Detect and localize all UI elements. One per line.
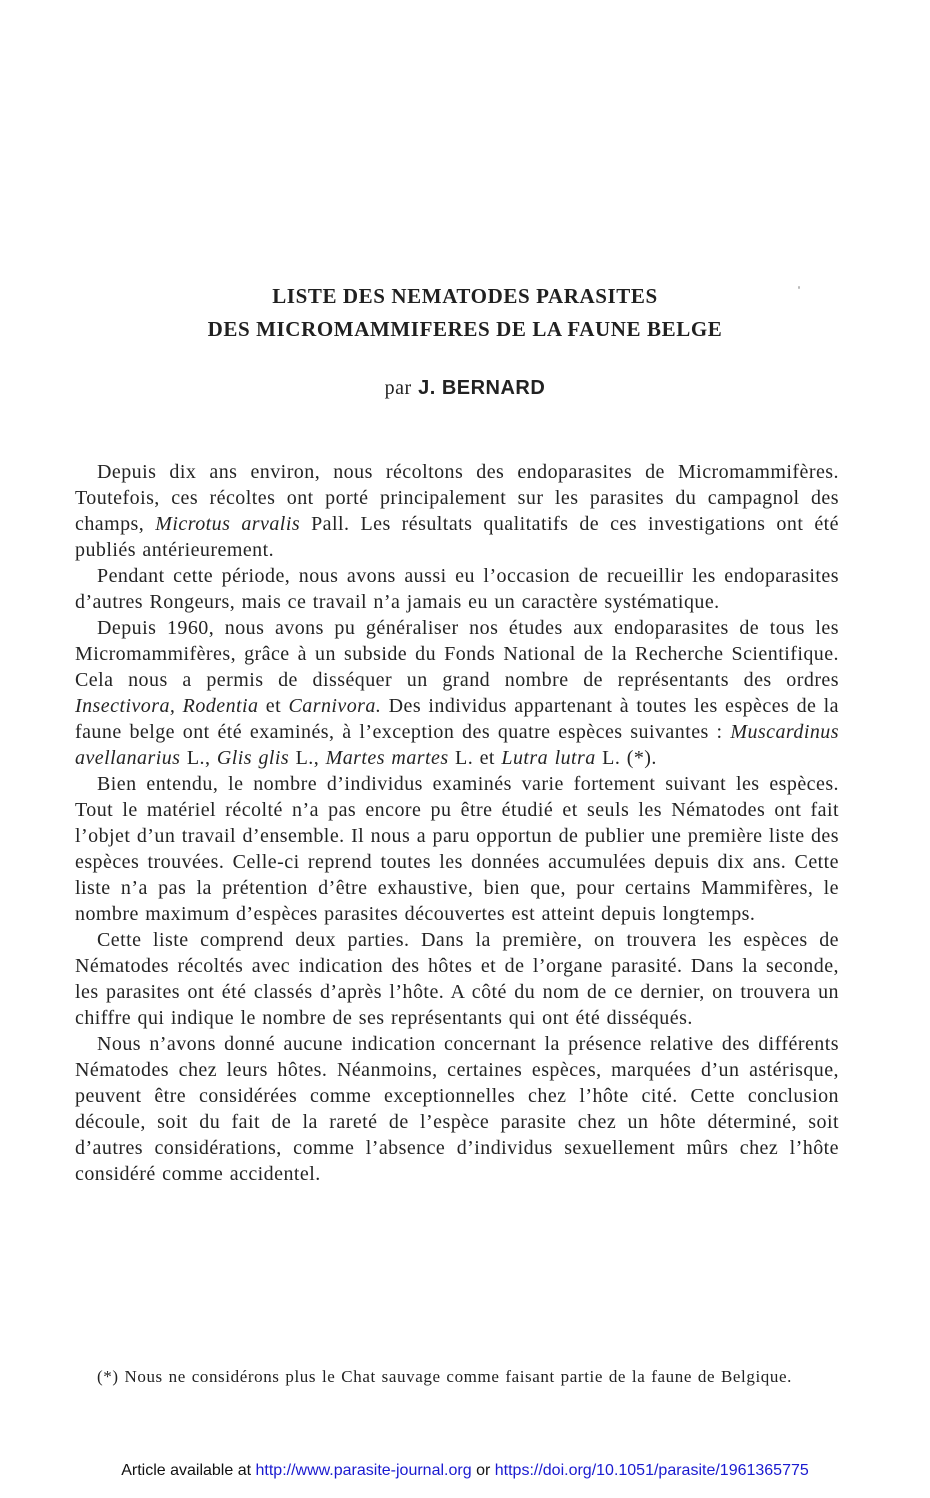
text-run: Pall. Les résultats qualitatifs de ces investigations ont été publiés antérieurement. bbox=[75, 513, 840, 561]
paragraph bbox=[75, 615, 839, 771]
author-line bbox=[0, 375, 930, 400]
italic-run: Muscardinus avellanarius bbox=[75, 721, 839, 769]
text-run: Nous n’avons donné aucune indication concernant la présence relative des différents Nématodes chez leurs hôtes. Néanmoins, certaines espèces, marquées d’un astérisque, peuvent être considérées comme exceptionnelles chez l’hôte cité. Cette conclusion découle, soit du fait de la rareté de l’espèce parasite chez un hôte déterminé, soit d’autres considérations, comme l’absence d’individus sexuellement mûrs chez l’hôte considéré comme accidentel. bbox=[75, 1033, 839, 1185]
italic-run: Glis glis bbox=[216, 747, 290, 769]
italic-run: Microtus arvalis bbox=[155, 513, 301, 535]
footer-prefix: Article available at bbox=[121, 1462, 252, 1479]
title-line-1: LISTE DES NEMATODES PARASITES bbox=[272, 284, 658, 308]
italic-run: Lutra lutra bbox=[501, 747, 596, 769]
text-run: Bien entendu, le nombre d’individus examinés varie fortement suivant les espèces. Tout le matériel récolté n’a pas encore pu être étudié et seuls les Nématodes ont fait l’objet d’un travail d’ensemble. Il nous a paru opportun de publier une première liste des espèces trouvées. Celle-ci reprend toutes les données accumulées depuis dix ans. Cette liste n’a pas la prétention d’être exhaustive, bien que, pour certains Mammifères, le nombre maximum d’espèces parasites découvertes est atteint depuis longtemps. bbox=[75, 773, 839, 925]
text-run: Pendant cette période, nous avons aussi eu l’occasion de recueillir les endoparasites d’autres Rongeurs, mais ce travail n’a jamais eu un caractère systématique. bbox=[75, 565, 839, 613]
text-run: L., bbox=[180, 747, 217, 769]
footnote: (*) Nous ne considérons plus le Chat sauvage comme faisant partie de la faune de Belgique. bbox=[97, 1367, 792, 1386]
journal-link[interactable]: http://www.parasite-journal.org bbox=[255, 1462, 472, 1479]
text-run: Cette liste comprend deux parties. Dans la première, on trouvera les espèces de Nématodes récoltés avec indication des hôtes et de l’organe parasité. Dans la seconde, les parasites ont été classés d’après l’hôte. A côté du nom de ce dernier, on trouvera un chiffre qui indique le nombre de ses représentants qui ont été disséqués. bbox=[75, 929, 839, 1029]
author-prefix: par bbox=[384, 377, 412, 399]
title-line-2: DES MICROMAMMIFERES DE LA FAUNE BELGE bbox=[207, 317, 723, 341]
italic-run: Martes martes bbox=[325, 747, 449, 769]
italic-run: Carnivora. bbox=[288, 695, 382, 717]
text-run: Depuis dix ans environ, nous récoltons des endoparasites de Micromammifères. Toutefois, ces récoltes ont porté principalement sur les parasites du campagnol des champs, bbox=[75, 461, 839, 535]
text-run: Depuis 1960, nous avons pu généraliser nos études aux endoparasites de tous les Micromammifères, grâce à un subside du Fonds National de la Recherche Scientifique. Cela nous a permis de disséquer un grand nombre de représentants des ordres bbox=[75, 617, 839, 691]
article-footer bbox=[0, 1462, 930, 1480]
paragraph bbox=[75, 927, 839, 1031]
paragraph bbox=[75, 771, 839, 927]
paragraph bbox=[75, 563, 839, 615]
text-run: L. et bbox=[448, 747, 502, 769]
scan-speck bbox=[798, 286, 800, 289]
footer-or: or bbox=[476, 1462, 491, 1479]
text-run: L., bbox=[289, 747, 326, 769]
paragraph bbox=[75, 459, 839, 563]
italic-run: Insectivora, Rodentia bbox=[75, 695, 259, 717]
text-run: et bbox=[258, 695, 289, 717]
paragraph bbox=[75, 1031, 839, 1187]
doi-link[interactable]: https://doi.org/10.1051/parasite/1961365775 bbox=[494, 1462, 809, 1479]
author-name: J. BERNARD bbox=[418, 377, 546, 399]
body-text bbox=[75, 459, 839, 1187]
text-run: Des individus appartenant à toutes les espèces de la faune belge ont été examinés, à l’exception des quatre espèces suivantes : bbox=[75, 695, 839, 743]
text-run: L. (*). bbox=[595, 747, 657, 769]
